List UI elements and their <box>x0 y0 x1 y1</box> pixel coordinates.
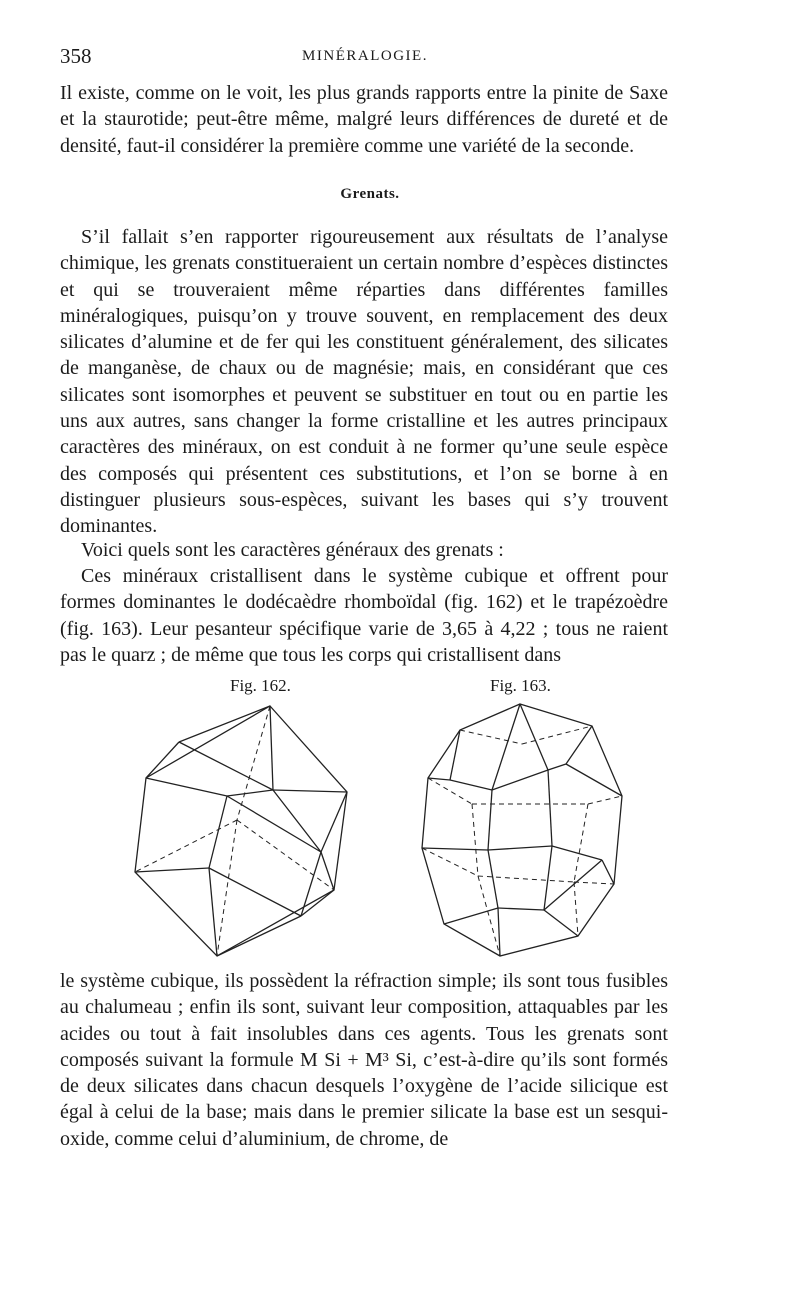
section-title-grenats: Grenats. <box>340 186 400 202</box>
formula-plus: + <box>340 1048 366 1071</box>
formula-term-2: M³ Si <box>365 1048 412 1071</box>
figure-163-trapezohedron <box>412 700 637 960</box>
page-number: 358 <box>60 44 92 68</box>
figure-162-rhombic-dodecahedron <box>125 700 360 960</box>
figure-162-label: Fig. 162. <box>230 676 291 695</box>
paragraph-cristallisation: Ces minéraux cristallisent dans le système cubique et offrent pour formes dominantes le dodécaèdre rhomboïdal (fig. 162) et le trapézoèdre (fig. 163). Leur pesanteur spécifique varie de 3,65 à 4,22 ; tous ne raient pas le quarz ; de même que tous les corps qui cristallisent dans <box>60 565 668 666</box>
paragraph-formule <box>60 968 668 1152</box>
running-head: MINÉRALOGIE. <box>302 48 428 64</box>
paragraph-formule-end: , c’est-à-dire qu’ils sont formés de deux silicates dans chacun desquels l’oxygène de l’acide silicique est égal à celui de la base; mais dans le premier silicate la base est un sesqui-oxide, comme celui d’aluminium, de chrome, de <box>60 1048 668 1150</box>
formula-term-1: M Si <box>300 1048 341 1071</box>
paragraph-grenats-analysis: S’il fallait s’en rapporter rigoureusement aux résultats de l’analyse chimique, les grenats constitueraient un certain nombre d’espèces distinctes et qui se trouveraient même réparties dans différentes familles minéralogiques, puisqu’on y trouve souvent, en remplacement des deux silicates d’alumine et de fer qui les constituent généralement, des silicates de manganèse, de chaux ou de magnésie; mais, en considérant que ces silicates sont isomorphes et peuvent se substituer en tout ou en partie les uns aux autres, sans changer la forme cristalline et les autres principaux caractères des minéraux, on est conduit à ne former qu’une seule espèce des composés qui présentent ces substitutions, et l’on se borne à en distinguer plusieurs sous-espèces, suivant les bases qui s’y trouvent dominantes. <box>60 226 668 538</box>
page-header <box>60 44 670 72</box>
figure-163-label: Fig. 163. <box>490 676 551 695</box>
paragraph-formule-start: le système cubique, ils possèdent la réfraction simple; ils sont tous fusibles au chalumeau ; enfin ils sont, suivant leur composition, attaquables par les acides ou tout à fait insolubles dans ces agents. Tous les grenats sont composés suivant la formule <box>60 970 668 1071</box>
paragraph-pinite: Il existe, comme on le voit, les plus grands rapports entre la pinite de Saxe et la staurotide; peut-être même, malgré leurs différences de dureté et de densité, faut-il considérer la première comme une variété de la seconde. <box>60 82 668 157</box>
paragraph-caracteres: Voici quels sont les caractères généraux des grenats : <box>81 539 504 561</box>
